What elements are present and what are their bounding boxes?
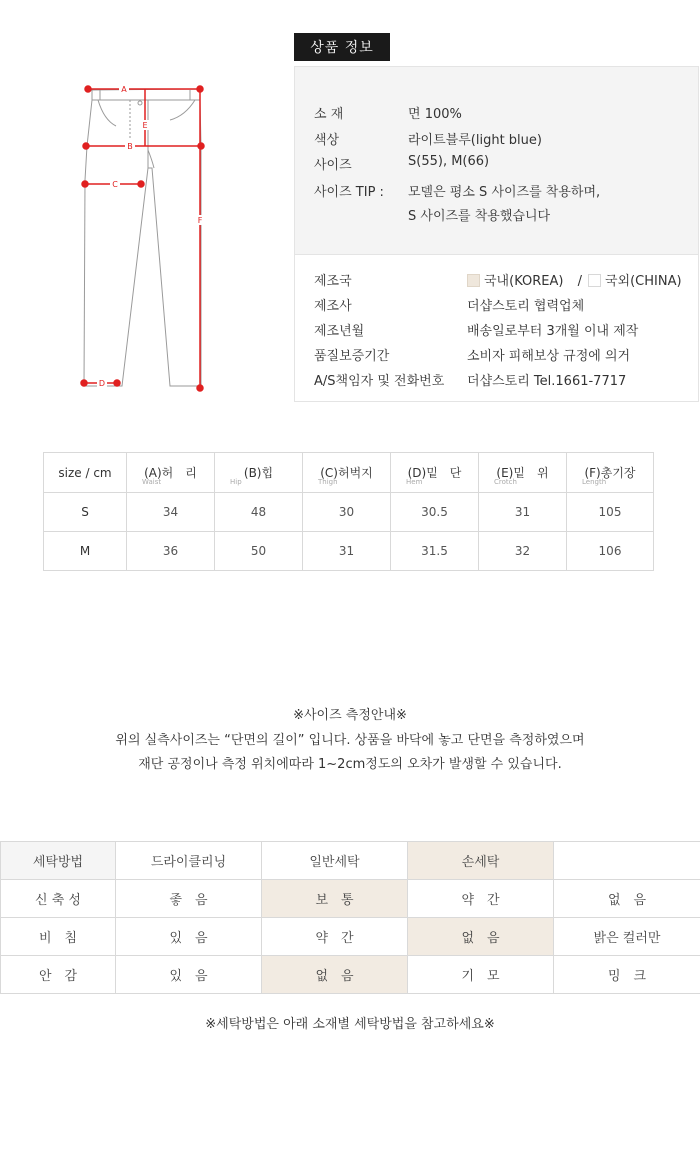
size-value: 30 <box>303 493 391 532</box>
col-hem: (D)밑 단 Hem <box>391 453 479 493</box>
size-value: 31.5 <box>391 532 479 571</box>
size-value: 48 <box>215 493 303 532</box>
info-label: 소 재 <box>314 107 344 122</box>
col-waist: (A)허 리 Waist <box>127 453 215 493</box>
care-cell: 있 음 <box>116 918 262 956</box>
care-label: 신 축 성 <box>1 880 116 918</box>
col-hip: (B)힙 Hip <box>215 453 303 493</box>
size-value: 31 <box>479 493 567 532</box>
china-label: 국외(CHINA) <box>604 274 682 289</box>
care-cell: 좋 음 <box>116 880 262 918</box>
size-value: 32 <box>479 532 567 571</box>
care-cell: 밍 크 <box>554 956 700 994</box>
size-label: M <box>44 532 127 571</box>
table-row <box>44 532 654 571</box>
diagram-label-a: A <box>121 85 127 94</box>
korea-checkbox[interactable] <box>467 274 480 287</box>
care-label: 비 침 <box>1 918 116 956</box>
care-cell: 드라이클리닝 <box>116 842 262 880</box>
size-value: 36 <box>127 532 215 571</box>
info-value: 라이트블루(light blue) <box>408 133 542 148</box>
size-table-header <box>44 453 654 493</box>
info-label: 사이즈 <box>314 158 352 173</box>
mf-value: 배송일로부터 3개월 이내 제작 <box>467 324 639 339</box>
size-table <box>43 452 654 571</box>
care-cell-selected: 손세탁 <box>408 842 554 880</box>
care-footnote: ※세탁방법은 아래 소재별 세탁방법을 참고하세요※ <box>205 1017 495 1032</box>
col-thigh: (C)허벅지 Thigh <box>303 453 391 493</box>
col-length: (F)총기장 Length <box>567 453 654 493</box>
mf-label: 제조년월 <box>314 324 365 339</box>
col-crotch: (E)밑 위 Crotch <box>479 453 567 493</box>
care-row-lining <box>1 956 700 994</box>
size-value: 30.5 <box>391 493 479 532</box>
info-value: S(55), M(66) <box>408 154 490 169</box>
section-title: 상품 정보 <box>294 33 390 61</box>
care-table <box>0 841 700 994</box>
care-label: 안 감 <box>1 956 116 994</box>
notice-title: ※사이즈 측정안내※ <box>293 708 407 723</box>
care-cell: 일반세탁 <box>262 842 408 880</box>
info-value: 면 100% <box>408 107 462 122</box>
size-table-corner: size / cm <box>44 453 127 493</box>
size-label: S <box>44 493 127 532</box>
country-separator: / <box>577 274 582 289</box>
care-row-wash <box>1 842 700 880</box>
notice-line-1: 위의 실측사이즈는 “단면의 길이” 입니다. 상품을 바닥에 놓고 단면을 측정하였으며 <box>115 733 585 748</box>
care-cell: 있 음 <box>116 956 262 994</box>
diagram-label-c: C <box>112 180 118 189</box>
info-value: S 사이즈를 착용했습니다 <box>408 209 551 224</box>
care-cell: 기 모 <box>408 956 554 994</box>
diagram-label-b: B <box>127 142 133 151</box>
care-cell: 약 간 <box>408 880 554 918</box>
size-value: 106 <box>567 532 654 571</box>
mf-value: 소비자 피해보상 규정에 의거 <box>467 349 631 364</box>
care-row-sheer <box>1 918 700 956</box>
info-label: 색상 <box>314 133 340 148</box>
mf-value: 더샵스토리 Tel.1661-7717 <box>467 374 627 389</box>
diagram-label-e: E <box>142 121 148 130</box>
mf-label: 품질보증기간 <box>314 349 390 364</box>
mf-value: 더샵스토리 협력업체 <box>467 299 585 314</box>
size-value: 50 <box>215 532 303 571</box>
diagram-label-d: D <box>98 379 106 388</box>
china-checkbox[interactable] <box>588 274 601 287</box>
care-cell: 밝은 컬러만 <box>554 918 700 956</box>
care-cell: 없 음 <box>554 880 700 918</box>
korea-label: 국내(KOREA) <box>484 274 564 289</box>
care-row-stretch <box>1 880 700 918</box>
care-cell <box>554 842 700 880</box>
pants-measurement-diagram <box>70 80 220 400</box>
size-value: 105 <box>567 493 654 532</box>
size-value: 34 <box>127 493 215 532</box>
mf-label: 제조사 <box>314 299 352 314</box>
mf-label: 제조국 <box>314 274 352 289</box>
table-row <box>44 493 654 532</box>
care-cell-selected: 없 음 <box>262 956 408 994</box>
care-cell-selected: 보 통 <box>262 880 408 918</box>
product-info-box <box>294 66 699 255</box>
info-value: 모델은 평소 S 사이즈를 착용하며, <box>408 185 601 200</box>
care-cell: 약 간 <box>262 918 408 956</box>
size-value: 31 <box>303 532 391 571</box>
diagram-label-f: F <box>197 216 203 225</box>
care-cell-selected: 없 음 <box>408 918 554 956</box>
care-label: 세탁방법 <box>1 842 116 880</box>
notice-line-2: 재단 공정이나 측정 위치에따라 1~2cm정도의 오차가 발생할 수 있습니다. <box>138 757 562 772</box>
info-label: 사이즈 TIP : <box>314 185 384 200</box>
mf-label: A/S책임자 및 전화번호 <box>314 374 445 389</box>
